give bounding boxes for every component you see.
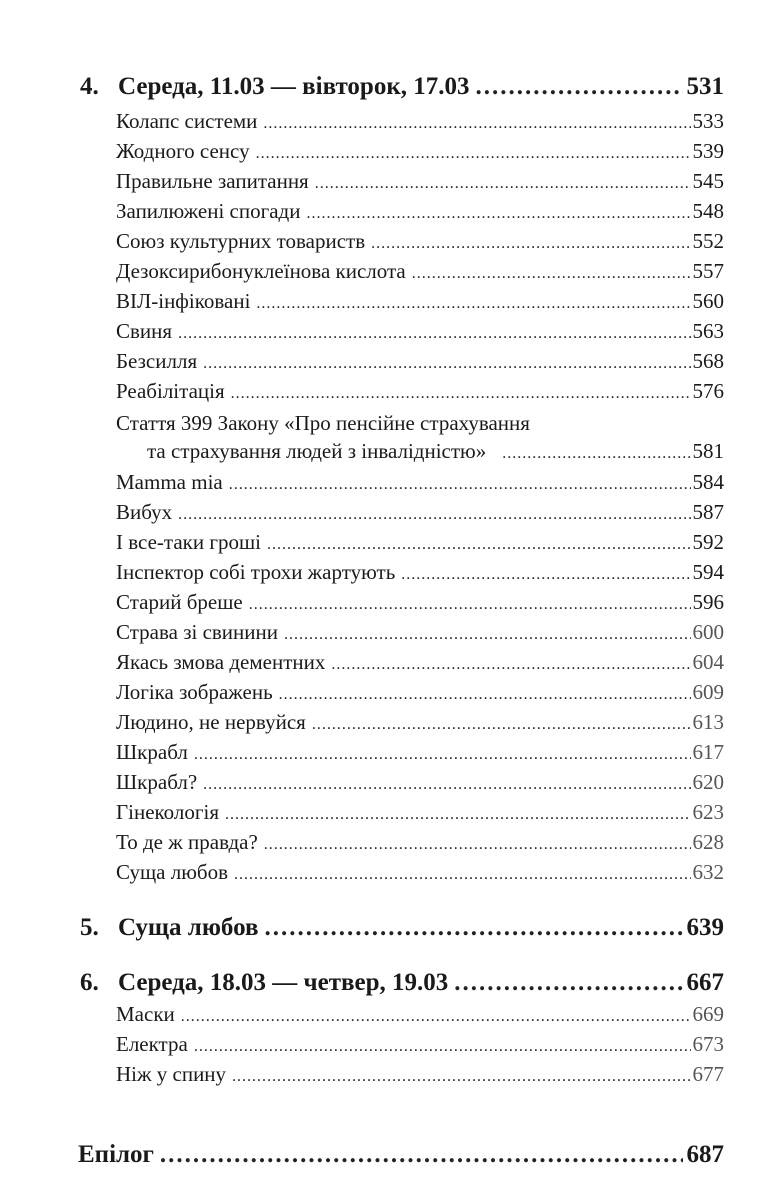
- toc-section: [116, 772, 724, 793]
- dot-leader: [502, 446, 690, 462]
- toc-section-long-line-1: Стаття 399 Закону «Про пенсійне страхування: [116, 411, 530, 435]
- section-title: Жодного сенсу: [116, 139, 250, 163]
- section-title: Дезоксирибонуклеїнова кислота: [116, 259, 406, 283]
- dot-leader: [264, 837, 691, 853]
- toc-section: [116, 1034, 724, 1055]
- toc-section: [116, 742, 724, 763]
- section-page-number: 609: [692, 680, 724, 704]
- section-title: І все-таки гроші: [116, 530, 261, 554]
- dot-leader: [231, 386, 691, 402]
- section-page-number: 539: [692, 139, 724, 163]
- toc-section: [116, 261, 724, 282]
- chapter-title-text: Суща любов: [118, 914, 259, 941]
- section-page-number: 600: [692, 620, 724, 644]
- epilog-title: Епілог: [78, 1141, 154, 1168]
- section-page-number: 673: [692, 1032, 724, 1056]
- toc-section: [116, 171, 724, 192]
- section-page-number: 568: [692, 349, 724, 373]
- section-page-number: 632: [692, 860, 724, 884]
- dot-leader: [178, 507, 690, 523]
- dot-leader: [194, 1039, 691, 1055]
- section-page-number: 594: [692, 560, 724, 584]
- section-title: Суща любов: [116, 860, 228, 884]
- section-title: Інспектор собі трохи жартують: [116, 560, 396, 584]
- dot-leader: [264, 915, 682, 940]
- dot-leader: [234, 867, 691, 883]
- dot-leader: [181, 1009, 691, 1025]
- toc-section: [116, 502, 724, 523]
- section-title: Безсилля: [116, 349, 198, 373]
- section-page-number: 604: [692, 650, 724, 674]
- dot-leader: [203, 777, 690, 793]
- dot-leader: [331, 657, 690, 673]
- section-title: Якась змова дементних: [116, 650, 326, 674]
- chapter-title: [80, 915, 258, 940]
- chapter-page-number: 667: [686, 969, 724, 996]
- section-page-number: 669: [692, 1002, 724, 1026]
- section-page-number: 677: [692, 1062, 724, 1086]
- toc-section: [116, 1004, 724, 1025]
- section-page-number: 576: [692, 379, 724, 403]
- dot-leader: [256, 146, 691, 162]
- section-title: Mamma mia: [116, 470, 223, 494]
- dot-leader: [312, 717, 691, 733]
- section-page-number: 617: [692, 740, 724, 764]
- section-title: Вибух: [116, 500, 173, 524]
- dot-leader: [371, 236, 690, 252]
- toc-section: [116, 562, 724, 583]
- section-title: та страхування людей з інвалідністю»: [147, 439, 487, 463]
- epilog-page-number: 687: [686, 1141, 724, 1168]
- section-page-number: 628: [692, 830, 724, 854]
- section-page-number: 552: [692, 229, 724, 253]
- toc-section: [116, 592, 724, 613]
- section-title: Старий бреше: [116, 590, 243, 614]
- dot-leader: [267, 537, 691, 553]
- section-page-number: 596: [692, 590, 724, 614]
- toc-chapter-6: [80, 970, 724, 995]
- section-page-number: 592: [692, 530, 724, 554]
- dot-leader: [256, 296, 690, 312]
- toc-section: [116, 351, 724, 372]
- toc-section: [116, 712, 724, 733]
- dot-leader: [225, 807, 691, 823]
- section-page-number: 620: [692, 770, 724, 794]
- dot-leader: [475, 74, 682, 99]
- dot-leader: [178, 326, 690, 342]
- dot-leader: [401, 567, 690, 583]
- toc-section: [116, 652, 724, 673]
- section-title: Страва зі свинини: [116, 620, 279, 644]
- section-page-number: 533: [692, 109, 724, 133]
- toc-section-long-line-2: [147, 441, 724, 462]
- section-title: Людино, не нервуйся: [116, 710, 306, 734]
- section-title: То де ж правда?: [116, 830, 258, 854]
- section-title: ВІЛ-інфіковані: [116, 289, 251, 313]
- chapter-title: [80, 74, 469, 99]
- section-title: Запилюжені спогади: [116, 199, 301, 223]
- section-title: Шкрабл: [116, 740, 188, 764]
- chapter-page-number: 639: [686, 914, 724, 941]
- dot-leader: [229, 477, 691, 493]
- toc-section: [116, 862, 724, 883]
- section-page-number: 548: [692, 199, 724, 223]
- toc-section: [116, 381, 724, 402]
- dot-leader: [454, 970, 682, 995]
- dot-leader: [412, 266, 691, 282]
- toc-chapter-4: [80, 74, 724, 99]
- chapter-title: [80, 970, 448, 995]
- section-page-number: 623: [692, 800, 724, 824]
- section-title: Союз культурних товариств: [116, 229, 366, 253]
- toc-section: [116, 832, 724, 853]
- toc-section: [116, 111, 724, 132]
- section-title: Електра: [116, 1032, 188, 1056]
- section-title: Гінекологія: [116, 800, 219, 824]
- section-title: Логіка зображень: [116, 680, 273, 704]
- section-page-number: 545: [692, 169, 724, 193]
- toc-section: [116, 141, 724, 162]
- section-page-number: 563: [692, 319, 724, 343]
- toc-section: [116, 231, 724, 252]
- section-page-number: 581: [692, 439, 724, 463]
- dot-leader: [194, 747, 691, 763]
- section-title: Колапс системи: [116, 109, 258, 133]
- section-page-number: 613: [692, 710, 724, 734]
- section-title: Шкрабл?: [116, 770, 198, 794]
- dot-leader: [160, 1142, 683, 1167]
- chapter-title-text: Середа, 11.03 — вівторок, 17.03: [118, 73, 470, 100]
- toc-section: [116, 622, 724, 643]
- dot-leader: [315, 176, 691, 192]
- section-title: Реабілітація: [116, 379, 225, 403]
- chapter-number: 6.: [80, 969, 99, 996]
- toc-section: [116, 201, 724, 222]
- toc-section: [116, 321, 724, 342]
- dot-leader: [279, 687, 691, 703]
- dot-leader: [284, 627, 690, 643]
- dot-leader: [306, 206, 690, 222]
- section-title: Маски: [116, 1002, 175, 1026]
- toc-section: [116, 532, 724, 553]
- chapter-title-text: Середа, 18.03 — четвер, 19.03: [118, 969, 449, 996]
- section-page-number: 557: [692, 259, 724, 283]
- section-page-number: 587: [692, 500, 724, 524]
- toc-section: [116, 1064, 724, 1085]
- dot-leader: [203, 356, 690, 372]
- toc-section: [116, 472, 724, 493]
- chapter-number: 4.: [80, 73, 99, 100]
- section-page-number: 584: [692, 470, 724, 494]
- section-title: Свиня: [116, 319, 173, 343]
- dot-leader: [249, 597, 691, 613]
- dot-leader: [263, 116, 690, 132]
- toc-section: [116, 291, 724, 312]
- chapter-number: 5.: [80, 914, 99, 941]
- dot-leader: [232, 1069, 690, 1085]
- toc-chapter-5: [80, 915, 724, 940]
- toc-section: [116, 802, 724, 823]
- toc-section: [116, 682, 724, 703]
- chapter-page-number: 531: [686, 73, 724, 100]
- toc-epilog: [78, 1142, 724, 1167]
- section-page-number: 560: [692, 289, 724, 313]
- section-title: Ніж у спину: [116, 1062, 227, 1086]
- section-title: Правильне запитання: [116, 169, 309, 193]
